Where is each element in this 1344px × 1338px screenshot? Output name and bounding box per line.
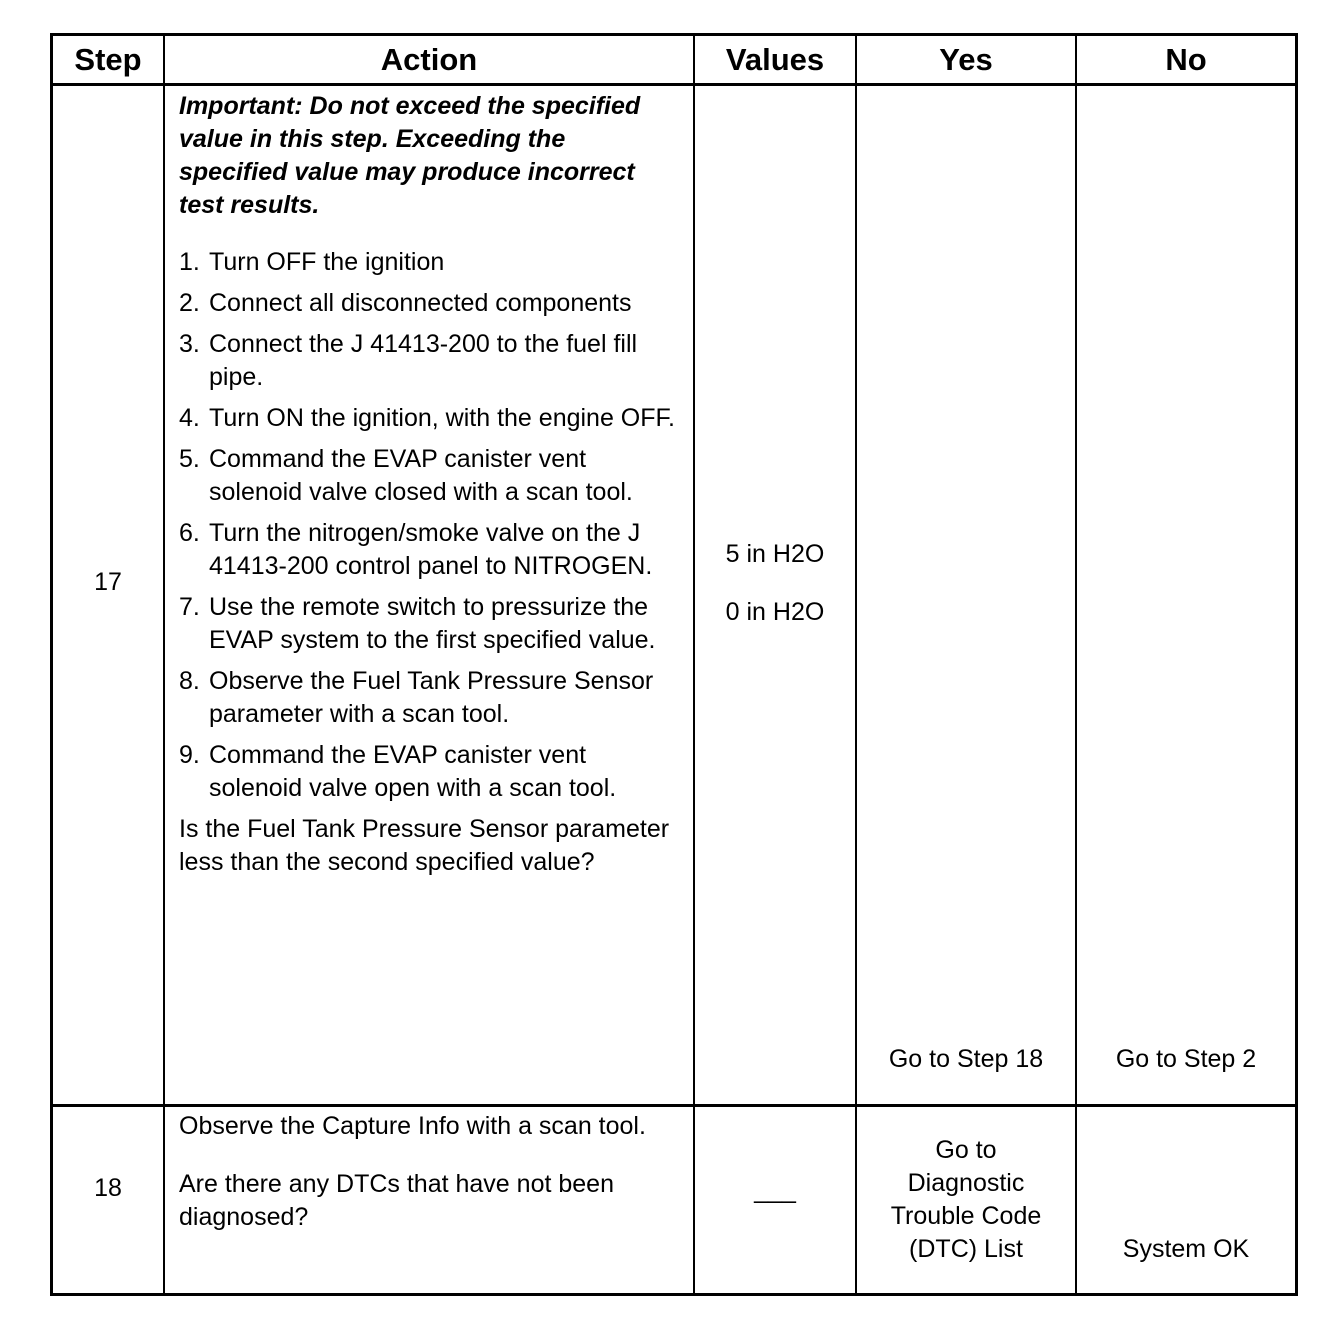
action-text: Observe the Capture Info with a scan tool. bbox=[179, 1112, 646, 1140]
list-item: 3. Connect the J 41413-200 to the fuel fill pipe. bbox=[179, 330, 638, 391]
question-text: Are there any DTCs that have not been diagnosed? bbox=[179, 1170, 614, 1231]
action-cell bbox=[179, 1110, 679, 1234]
header-yes: Yes bbox=[939, 42, 993, 77]
diagnostic-table bbox=[50, 33, 1298, 1296]
header-step: Step bbox=[74, 42, 142, 77]
yes-action: Go to Diagnostic Trouble Code (DTC) List bbox=[890, 1136, 1042, 1263]
step-number: 17 bbox=[94, 568, 122, 596]
header-action: Action bbox=[380, 42, 478, 77]
value-second: 0 in H2O bbox=[725, 598, 825, 626]
question-text: Is the Fuel Tank Pressure Sensor parameter less than the second specified value? bbox=[179, 815, 670, 876]
list-item: 7. Use the remote switch to pressurize the EVAP system to the first specified value. bbox=[179, 593, 656, 654]
procedure-list bbox=[179, 246, 679, 805]
list-item: 9. Command the EVAP canister vent solenoid valve open with a scan tool. bbox=[179, 741, 617, 802]
step-number: 18 bbox=[94, 1174, 122, 1202]
header-values: Values bbox=[725, 42, 825, 77]
no-action: System OK bbox=[1122, 1235, 1250, 1263]
row-divider bbox=[53, 1104, 1295, 1107]
important-note: Important: Do not exceed the specified value in this step. Exceeding the specified value may produce incorrect test results. bbox=[179, 92, 641, 219]
list-item: 5. Command the EVAP canister vent solenoid valve closed with a scan tool. bbox=[179, 445, 633, 506]
yes-action: Go to Step 18 bbox=[888, 1045, 1044, 1073]
no-action: Go to Step 2 bbox=[1115, 1045, 1257, 1073]
list-item: 8. Observe the Fuel Tank Pressure Sensor parameter with a scan tool. bbox=[179, 667, 654, 728]
value-first: 5 in H2O bbox=[725, 540, 825, 568]
list-item: 6. Turn the nitrogen/smoke valve on the J 41413-200 control panel to NITROGEN. bbox=[179, 519, 653, 580]
header-no: No bbox=[1165, 42, 1207, 77]
value-none: ___ bbox=[754, 1176, 796, 1204]
list-item: 1. Turn OFF the ignition bbox=[179, 248, 445, 276]
list-item: 4. Turn ON the ignition, with the engine OFF. bbox=[179, 404, 675, 432]
action-cell bbox=[179, 90, 679, 879]
list-item: 2. Connect all disconnected components bbox=[179, 289, 632, 317]
